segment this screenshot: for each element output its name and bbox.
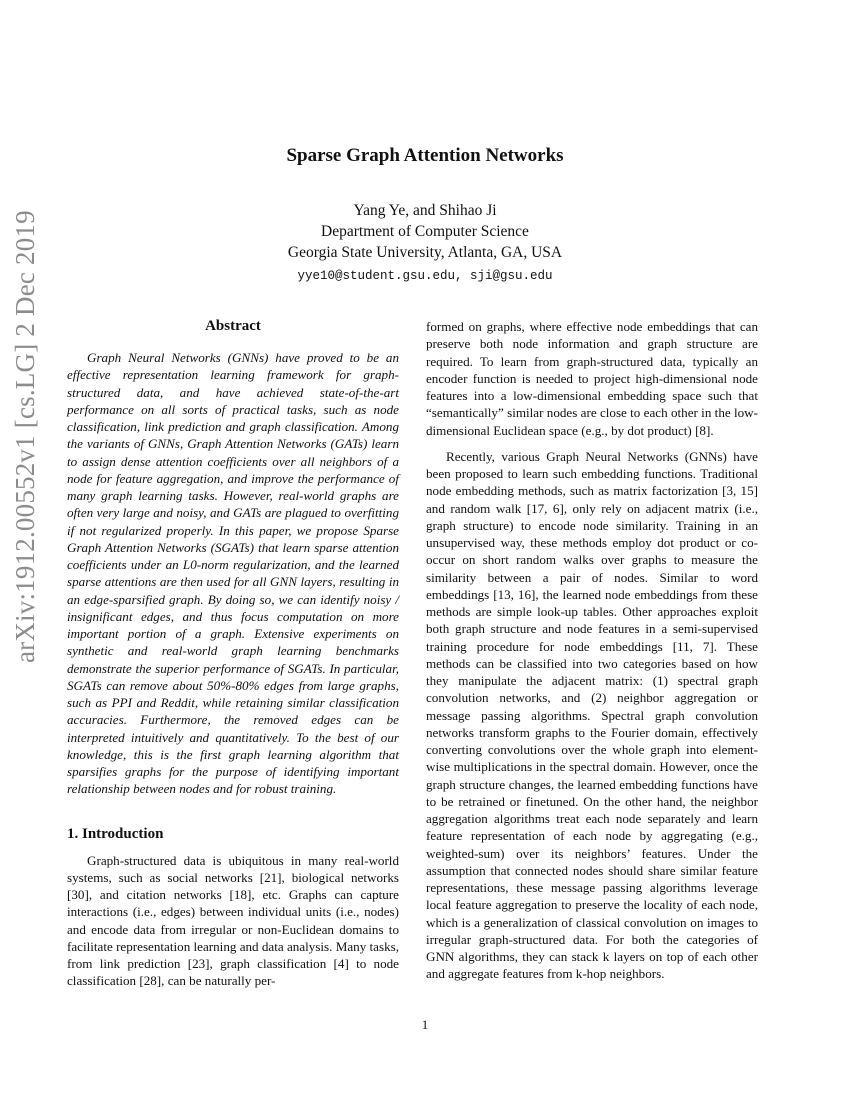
- abstract-text: Graph Neural Networks (GNNs) have proved to be an effective representation learning framework for graph-structured data, and have achieved state-of-the-art performance on all sorts of practical tasks, such as node classification, link prediction and graph classification. Among the variants of GNNs, Graph Attention Networks (GATs) learn to assign dense attention coefficients over all neighbors of a node for feature aggregation, and improve the performance of many graph learning tasks. However, real-world graphs are often very large and noisy, and GATs are plagued to overfitting if not regularized properly. In this paper, we propose Sparse Graph Attention Networks (SGATs) that learn sparse attention coefficients under an L0-norm regularization, and the learned sparse attentions are then used for all GNN layers, resulting in an edge-sparsified graph. By doing so, we can identify noisy / insignificant edges, and thus focus computation on more important portion of a graph. Extensive experiments on synthetic and real-world graph learning benchmarks demonstrate the superior performance of SGATs. In particular, SGATs can remove about 50%-80% edges from large graphs, such as PPI and Reddit, while retaining similar classification accuracies. Furthermore, the removed edges can be interpreted intuitively and quantitatively. To the best of our knowledge, this is the first graph learning algorithm that sparsifies graphs for the purpose of identifying important relationship between nodes and for robust training.: [67, 350, 399, 797]
- introduction-heading: 1. Introduction: [67, 825, 164, 842]
- author-affiliation: Georgia State University, Atlanta, GA, USA: [287, 244, 563, 261]
- left-column: [67, 318, 399, 990]
- arxiv-stamp-text: arXiv:1912.00552v1 [cs.LG] 2 Dec 2019: [10, 210, 40, 663]
- page-number: 1: [421, 1017, 429, 1032]
- abstract-heading: Abstract: [205, 318, 261, 334]
- author-names: Yang Ye, and Shihao Ji: [353, 202, 497, 219]
- author-department: Department of Computer Science: [321, 223, 529, 240]
- paper-title: Sparse Graph Attention Networks: [286, 145, 564, 166]
- author-emails: yye10@student.gsu.edu, sji@gsu.edu: [297, 269, 553, 283]
- introduction-paragraph: Graph-structured data is ubiquitous in many real-world systems, such as social networks [21], biological networks [30], and citation networks [18], etc. Graphs can capture interactions (i.e., edges) between individual units (i.e., nodes) and encode data from irregular or non-Euclidean domains to facilitate representation learning and data analysis. Many tasks, from link prediction [23], graph classification [4] to node classification [28], can be naturally per-: [67, 852, 399, 989]
- right-column-paragraph-2: Recently, various Graph Neural Networks (GNNs) have been proposed to learn such embedding functions. Traditional node embedding methods, such as matrix factorization [3, 15] and random walk [17, 6], only rely on adjacent matrix (i.e., graph structure) to encode node similarity. Training in an unsupervised way, these methods employ dot product or co-occur on short random walks over graphs to measure the similarity between a pair of nodes. Similar to word embeddings [13, 16], the learned node embeddings from these methods are simple look-up tables. Other approaches exploit both graph structure and node features in a semi-supervised training procedure for node embeddings [11, 7]. These methods can be classified into two categories based on how they manipulate the adjacent matrix: (1) spectral graph convolution networks, and (2) neighbor aggregation or message passing algorithms. Spectral graph convolution networks transform graphs to the Fourier domain, effectively converting convolutions over the whole graph into element-wise multiplications in the spectral domain. However, once the graph structure changes, the learned embedding functions have to be retrained or finetuned. On the other hand, the neighbor aggregation algorithms treat each node separately and learn feature representation of each node by aggregating (e.g., weighted-sum) over its neighbors’ features. Under the assumption that connected nodes should share similar feature representations, these message passing algorithms leverage local feature aggregation to preserve the locality of each node, which is a generalization of classical convolution on images to irregular graph-structured data. For both the categories of GNN algorithms, they can stack k layers on top of each other and aggregate features from k-hop neighbors.: [426, 448, 758, 982]
- right-column-paragraph-1: formed on graphs, where effective node embeddings that can preserve both node information and graph structure are required. To learn from graph-structured data, typically an encoder function is needed to project high-dimensional node features into a low-dimensional embedding space such that “semantically” similar nodes are close to each other in the low-dimensional Euclidean space (e.g., by dot product) [8].: [426, 319, 758, 438]
- author-block: [0, 200, 850, 287]
- right-column: [426, 318, 758, 983]
